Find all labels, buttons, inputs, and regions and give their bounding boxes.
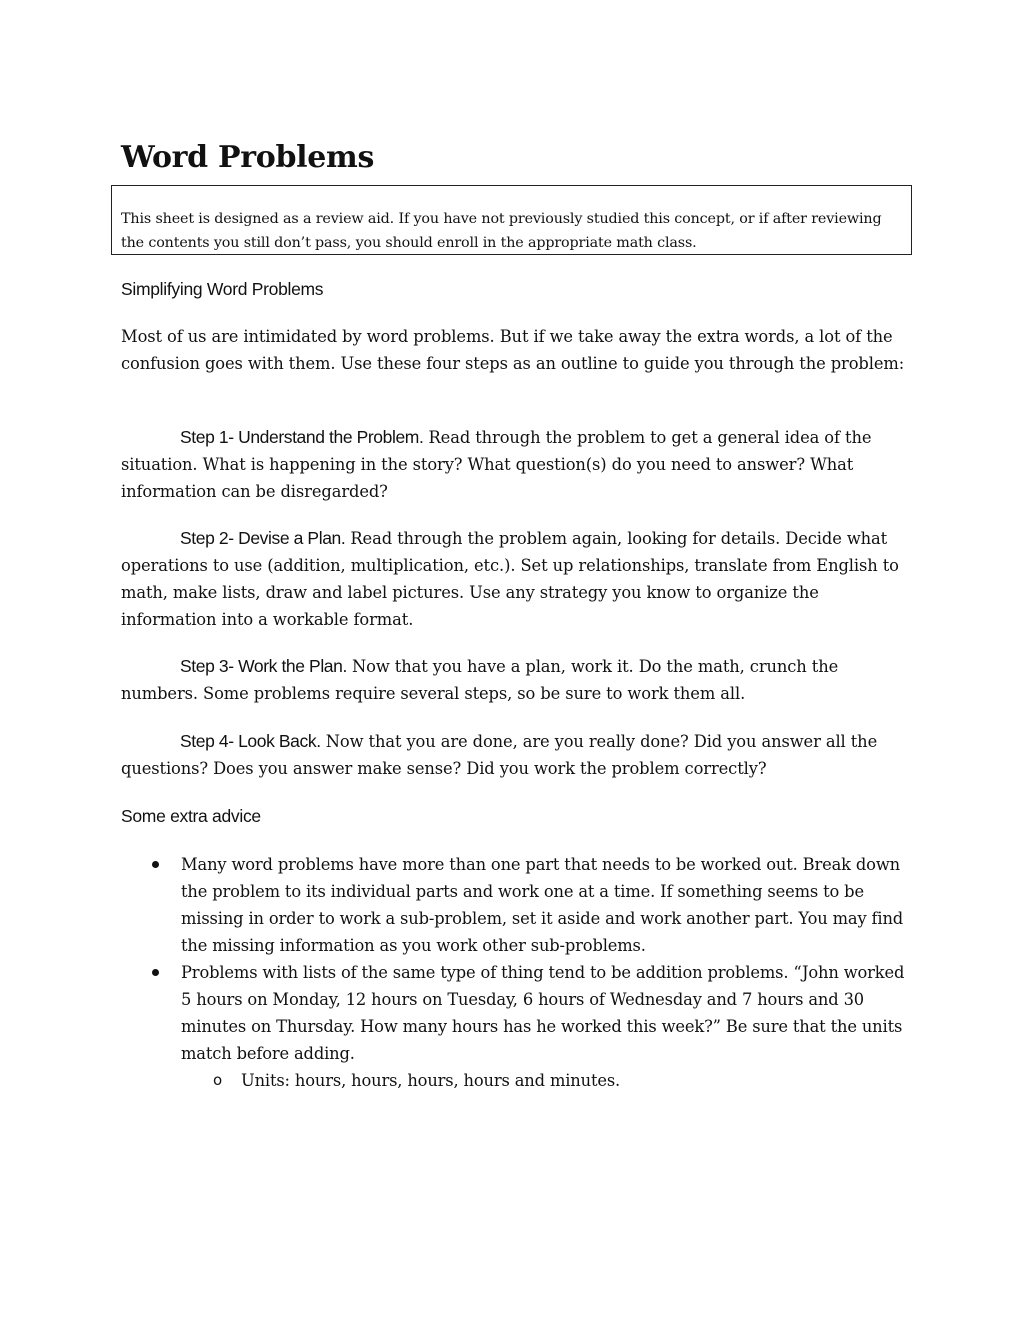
step-2-paragraph	[121, 525, 906, 633]
step-4-text: Now that you are done, are you really done? Did you answer all the questions? Does you answer make sense? Did you work the problem correctly?	[121, 732, 878, 778]
section-heading-extra-advice: Some extra advice	[121, 806, 261, 826]
intro-paragraph: Most of us are intimidated by word problems. But if we take away the extra words, a lot of the confusion goes with them. Use these four steps as an outline to guide you through the problem:	[121, 327, 905, 373]
advice-list	[121, 851, 906, 1094]
step-1-paragraph	[121, 424, 906, 505]
list-item	[121, 959, 906, 1094]
review-notice-box	[111, 185, 912, 255]
step-4-label: Step 4- Look Back.	[180, 731, 321, 751]
step-2-label: Step 2- Devise a Plan.	[180, 528, 346, 548]
step-4-paragraph	[121, 728, 906, 782]
step-1-text: Read through the problem to get a general idea of the situation. What is happening in the story? What question(s) do you need to answer? What information can be disregarded?	[121, 428, 872, 501]
step-3-text: Now that you have a plan, work it. Do the math, crunch the numbers. Some problems require several steps, so be sure to work them all.	[121, 657, 839, 703]
bullet-icon	[152, 969, 159, 976]
review-notice-text: This sheet is designed as a review aid. If you have not previously studied this concept, or if after reviewing the contents you still don’t pass, you should enroll in the appropriate math class.	[121, 211, 882, 251]
sub-item-text: Units: hours, hours, hours, hours and minutes.	[241, 1071, 621, 1090]
step-1-label: Step 1- Understand the Problem.	[180, 427, 424, 447]
hollow-bullet-icon: o	[213, 1071, 223, 1089]
step-2-text: Read through the problem again, looking for details. Decide what operations to use (addition, multiplication, etc.). Set up relationships, translate from English to math, make lists, draw and label pictures. Use any strategy you know to organize the information into a workable format.	[121, 529, 899, 629]
advice-item-1-text: Many word problems have more than one part that needs to be worked out. Break down the problem to its individual parts and work one at a time. If something seems to be missing in order to work a sub-problem, set it aside and work another part. You may find the missing information as you work other sub-problems.	[181, 855, 904, 955]
section-heading-simplifying: Simplifying Word Problems	[121, 279, 324, 299]
step-3-paragraph	[121, 653, 906, 707]
list-item	[121, 851, 906, 959]
advice-item-2-text: Problems with lists of the same type of thing tend to be addition problems. “John worked 5 hours on Monday, 12 hours on Tuesday, 6 hours of Wednesday and 7 hours and 30 minutes on Thursday. How many hours has he worked this week?” Be sure that the units match before adding.	[181, 963, 905, 1063]
sub-list-item	[121, 1067, 906, 1094]
bullet-icon	[152, 861, 159, 868]
page-title: Word Problems	[121, 140, 375, 175]
step-3-label: Step 3- Work the Plan.	[180, 656, 347, 676]
